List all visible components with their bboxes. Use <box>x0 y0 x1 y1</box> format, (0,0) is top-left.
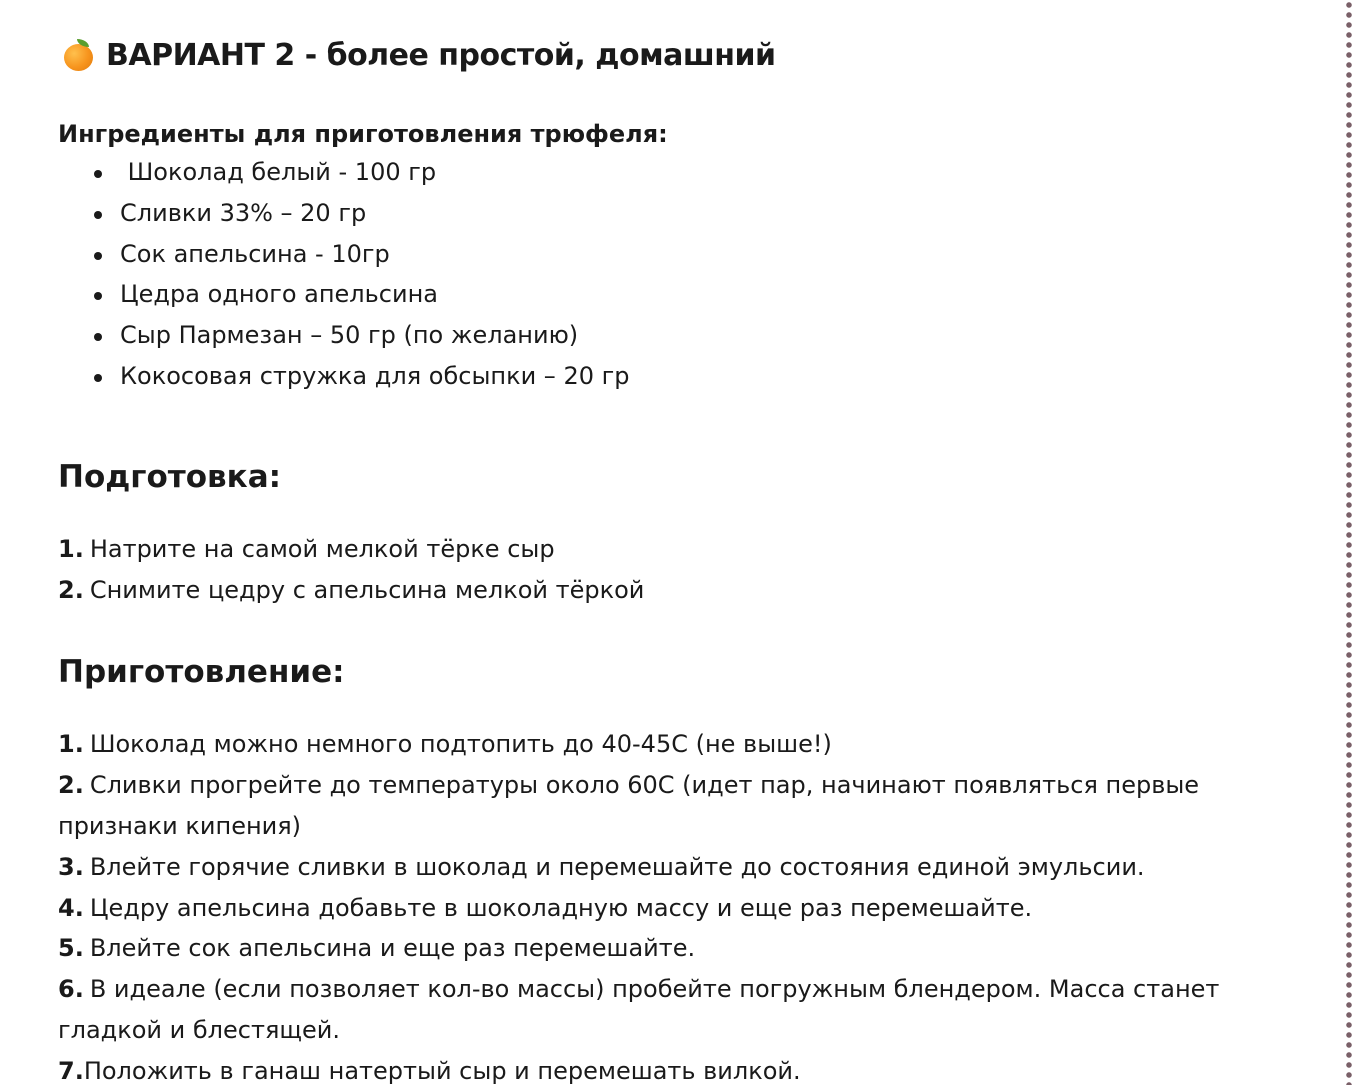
dotted-border <box>1345 0 1353 1085</box>
cooking-step: 3. Влейте горячие сливки в шоколад и перемешайте до состояния единой эмульсии. <box>58 852 1145 881</box>
ingredient-item: Кокосовая стружка для обсыпки – 20 гр <box>94 356 1298 397</box>
cooking-step: 6. В идеале (если позволяет кол-во массы) пробейте погружным блендером. Масса станет гладкой и блестящей. <box>58 975 1220 1044</box>
cooking-step: 7.Положить в ганаш натертый сыр и перемешать вилкой. <box>58 1056 801 1085</box>
cooking-step: 5. Влейте сок апельсина и еще раз перемешайте. <box>58 934 696 963</box>
ingredients-list <box>58 152 1298 397</box>
preparation-step: 1. Натрите на самой мелкой тёрке сыр <box>58 534 555 563</box>
cooking-step: 2. Сливки прогрейте до температуры около 60С (идет пар, начинают появляться первые признаки кипения) <box>58 771 1200 840</box>
ingredient-item: Сливки 33% – 20 гр <box>94 193 1298 234</box>
variant-title-text: ВАРИАНТ 2 - более простой, домашний <box>106 37 776 73</box>
preparation-steps <box>58 529 1298 611</box>
ingredient-item: Сыр Пармезан – 50 гр (по желанию) <box>94 315 1298 356</box>
preparation-step: 2. Снимите цедру с апельсина мелкой тёркой <box>58 575 645 604</box>
preparation-heading: Подготовка: <box>58 458 282 495</box>
ingredient-item: Сок апельсина - 10гр <box>94 234 1298 275</box>
cooking-heading: Приготовление: <box>58 654 345 691</box>
variant-title <box>58 28 1298 82</box>
ingredient-item: Цедра одного апельсина <box>94 274 1298 315</box>
recipe-content <box>58 28 1298 1085</box>
ingredients-heading: Ингредиенты для приготовления трюфеля: <box>58 120 668 148</box>
orange-icon <box>64 39 94 71</box>
cooking-step: 1. Шоколад можно немного подтопить до 40-45С (не выше!) <box>58 730 832 759</box>
ingredient-item: Шоколад белый - 100 гр <box>94 152 1298 193</box>
cooking-step: 4. Цедру апельсина добавьте в шоколадную массу и еще раз перемешайте. <box>58 893 1033 922</box>
cooking-steps <box>58 724 1298 1085</box>
